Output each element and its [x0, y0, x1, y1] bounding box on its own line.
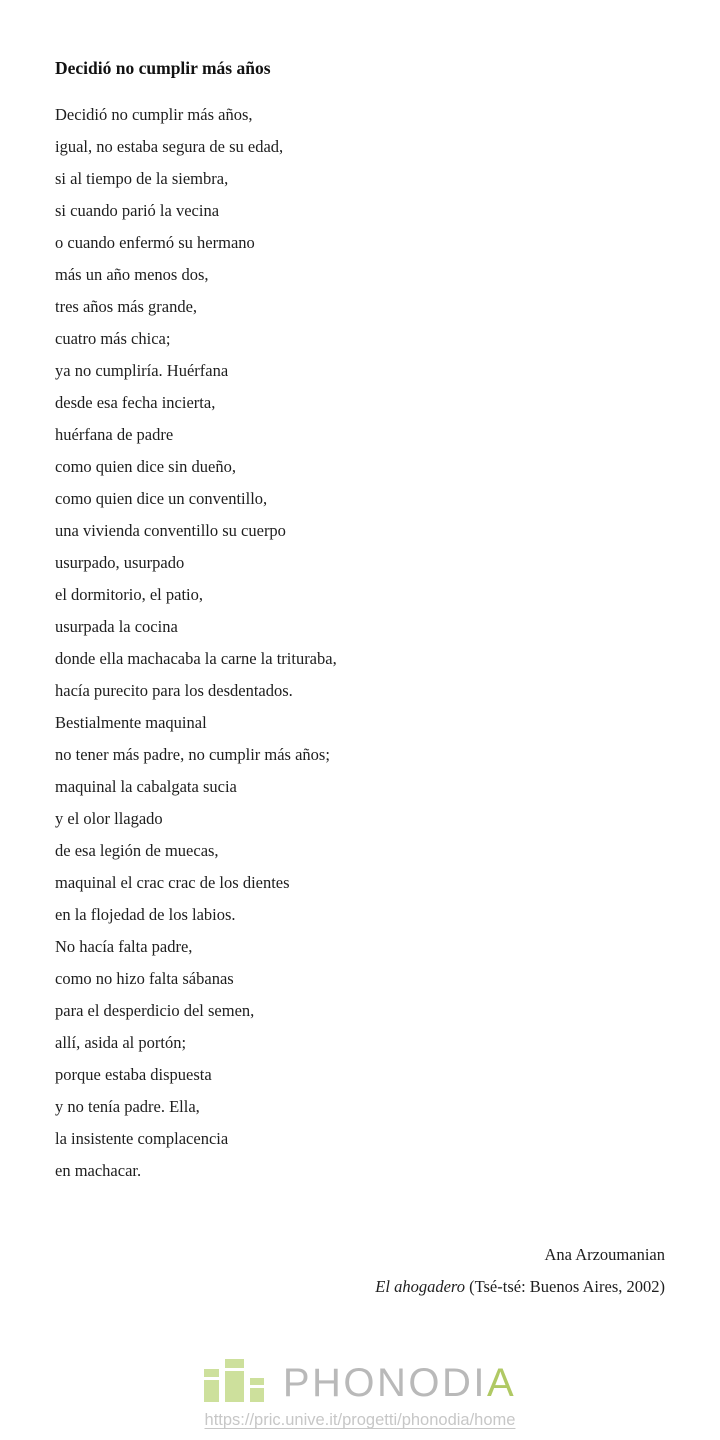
- poem-line: usurpada la cocina: [55, 617, 178, 636]
- poem-line: o cuando enfermó su hermano: [55, 233, 255, 252]
- poem-line: si cuando parió la vecina: [55, 201, 220, 220]
- poem-line: y no tenía padre. Ella,: [55, 1097, 200, 1116]
- poem-line: en machacar.: [55, 1161, 142, 1180]
- poem-line: huérfana de padre: [55, 425, 174, 444]
- poem-line: para el desperdicio del semen,: [55, 1001, 255, 1020]
- poem-line: cuatro más chica;: [55, 329, 171, 348]
- poem-line: maquinal la cabalgata sucia: [55, 777, 237, 796]
- poem-source: [55, 1271, 665, 1303]
- poem-line: como no hizo falta sábanas: [55, 969, 234, 988]
- work-title: El ahogadero: [375, 1277, 465, 1296]
- poem-line: si al tiempo de la siembra,: [55, 169, 229, 188]
- poem-line: igual, no estaba segura de su edad,: [55, 137, 284, 156]
- poem-line: Bestialmente maquinal: [55, 713, 207, 732]
- poem-line: el dormitorio, el patio,: [55, 585, 204, 604]
- poem-line: porque estaba dispuesta: [55, 1065, 212, 1084]
- poem-line: maquinal el crac crac de los dientes: [55, 873, 290, 892]
- poem-line: más un año menos dos,: [55, 265, 209, 284]
- poem-line: usurpado, usurpado: [55, 553, 185, 572]
- phonodia-home-link[interactable]: https://pric.unive.it/progetti/phonodia/home: [204, 1411, 516, 1429]
- footer: [55, 1359, 665, 1430]
- poem-line: de esa legión de muecas,: [55, 841, 219, 860]
- poem-line: una vivienda conventillo su cuerpo: [55, 521, 286, 540]
- poem-line: allí, asida al portón;: [55, 1033, 187, 1052]
- poem-title: Decidió no cumplir más años: [55, 58, 271, 78]
- attribution: [55, 1239, 665, 1303]
- poem-line: donde ella machacaba la carne la trituraba,: [55, 649, 337, 668]
- poem-line: la insistente complacencia: [55, 1129, 229, 1148]
- poem-line: como quien dice sin dueño,: [55, 457, 237, 476]
- poem-line: tres años más grande,: [55, 297, 198, 316]
- poem-line: desde esa fecha incierta,: [55, 393, 216, 412]
- logo-text-green: A: [487, 1361, 517, 1405]
- poem-line: Decidió no cumplir más años,: [55, 105, 253, 124]
- logo-text-gray: PHONODI: [282, 1361, 487, 1405]
- work-publisher: (Tsé-tsé: Buenos Aires, 2002): [464, 1277, 665, 1296]
- poem-author: Ana Arzoumanian: [544, 1245, 665, 1264]
- phonodia-logo: [55, 1359, 665, 1405]
- logo-wordmark: [283, 1361, 516, 1405]
- poem-line: no tener más padre, no cumplir más años;: [55, 745, 330, 764]
- poem-line: en la flojedad de los labios.: [55, 905, 236, 924]
- equalizer-bars-icon: [204, 1359, 268, 1402]
- poem-body: [55, 99, 665, 1187]
- poem-line: y el olor llagado: [55, 809, 163, 828]
- poem-line: No hacía falta padre,: [55, 937, 193, 956]
- poem-line: ya no cumpliría. Huérfana: [55, 361, 229, 380]
- poem-line: hacía purecito para los desdentados.: [55, 681, 293, 700]
- poem-line: como quien dice un conventillo,: [55, 489, 268, 508]
